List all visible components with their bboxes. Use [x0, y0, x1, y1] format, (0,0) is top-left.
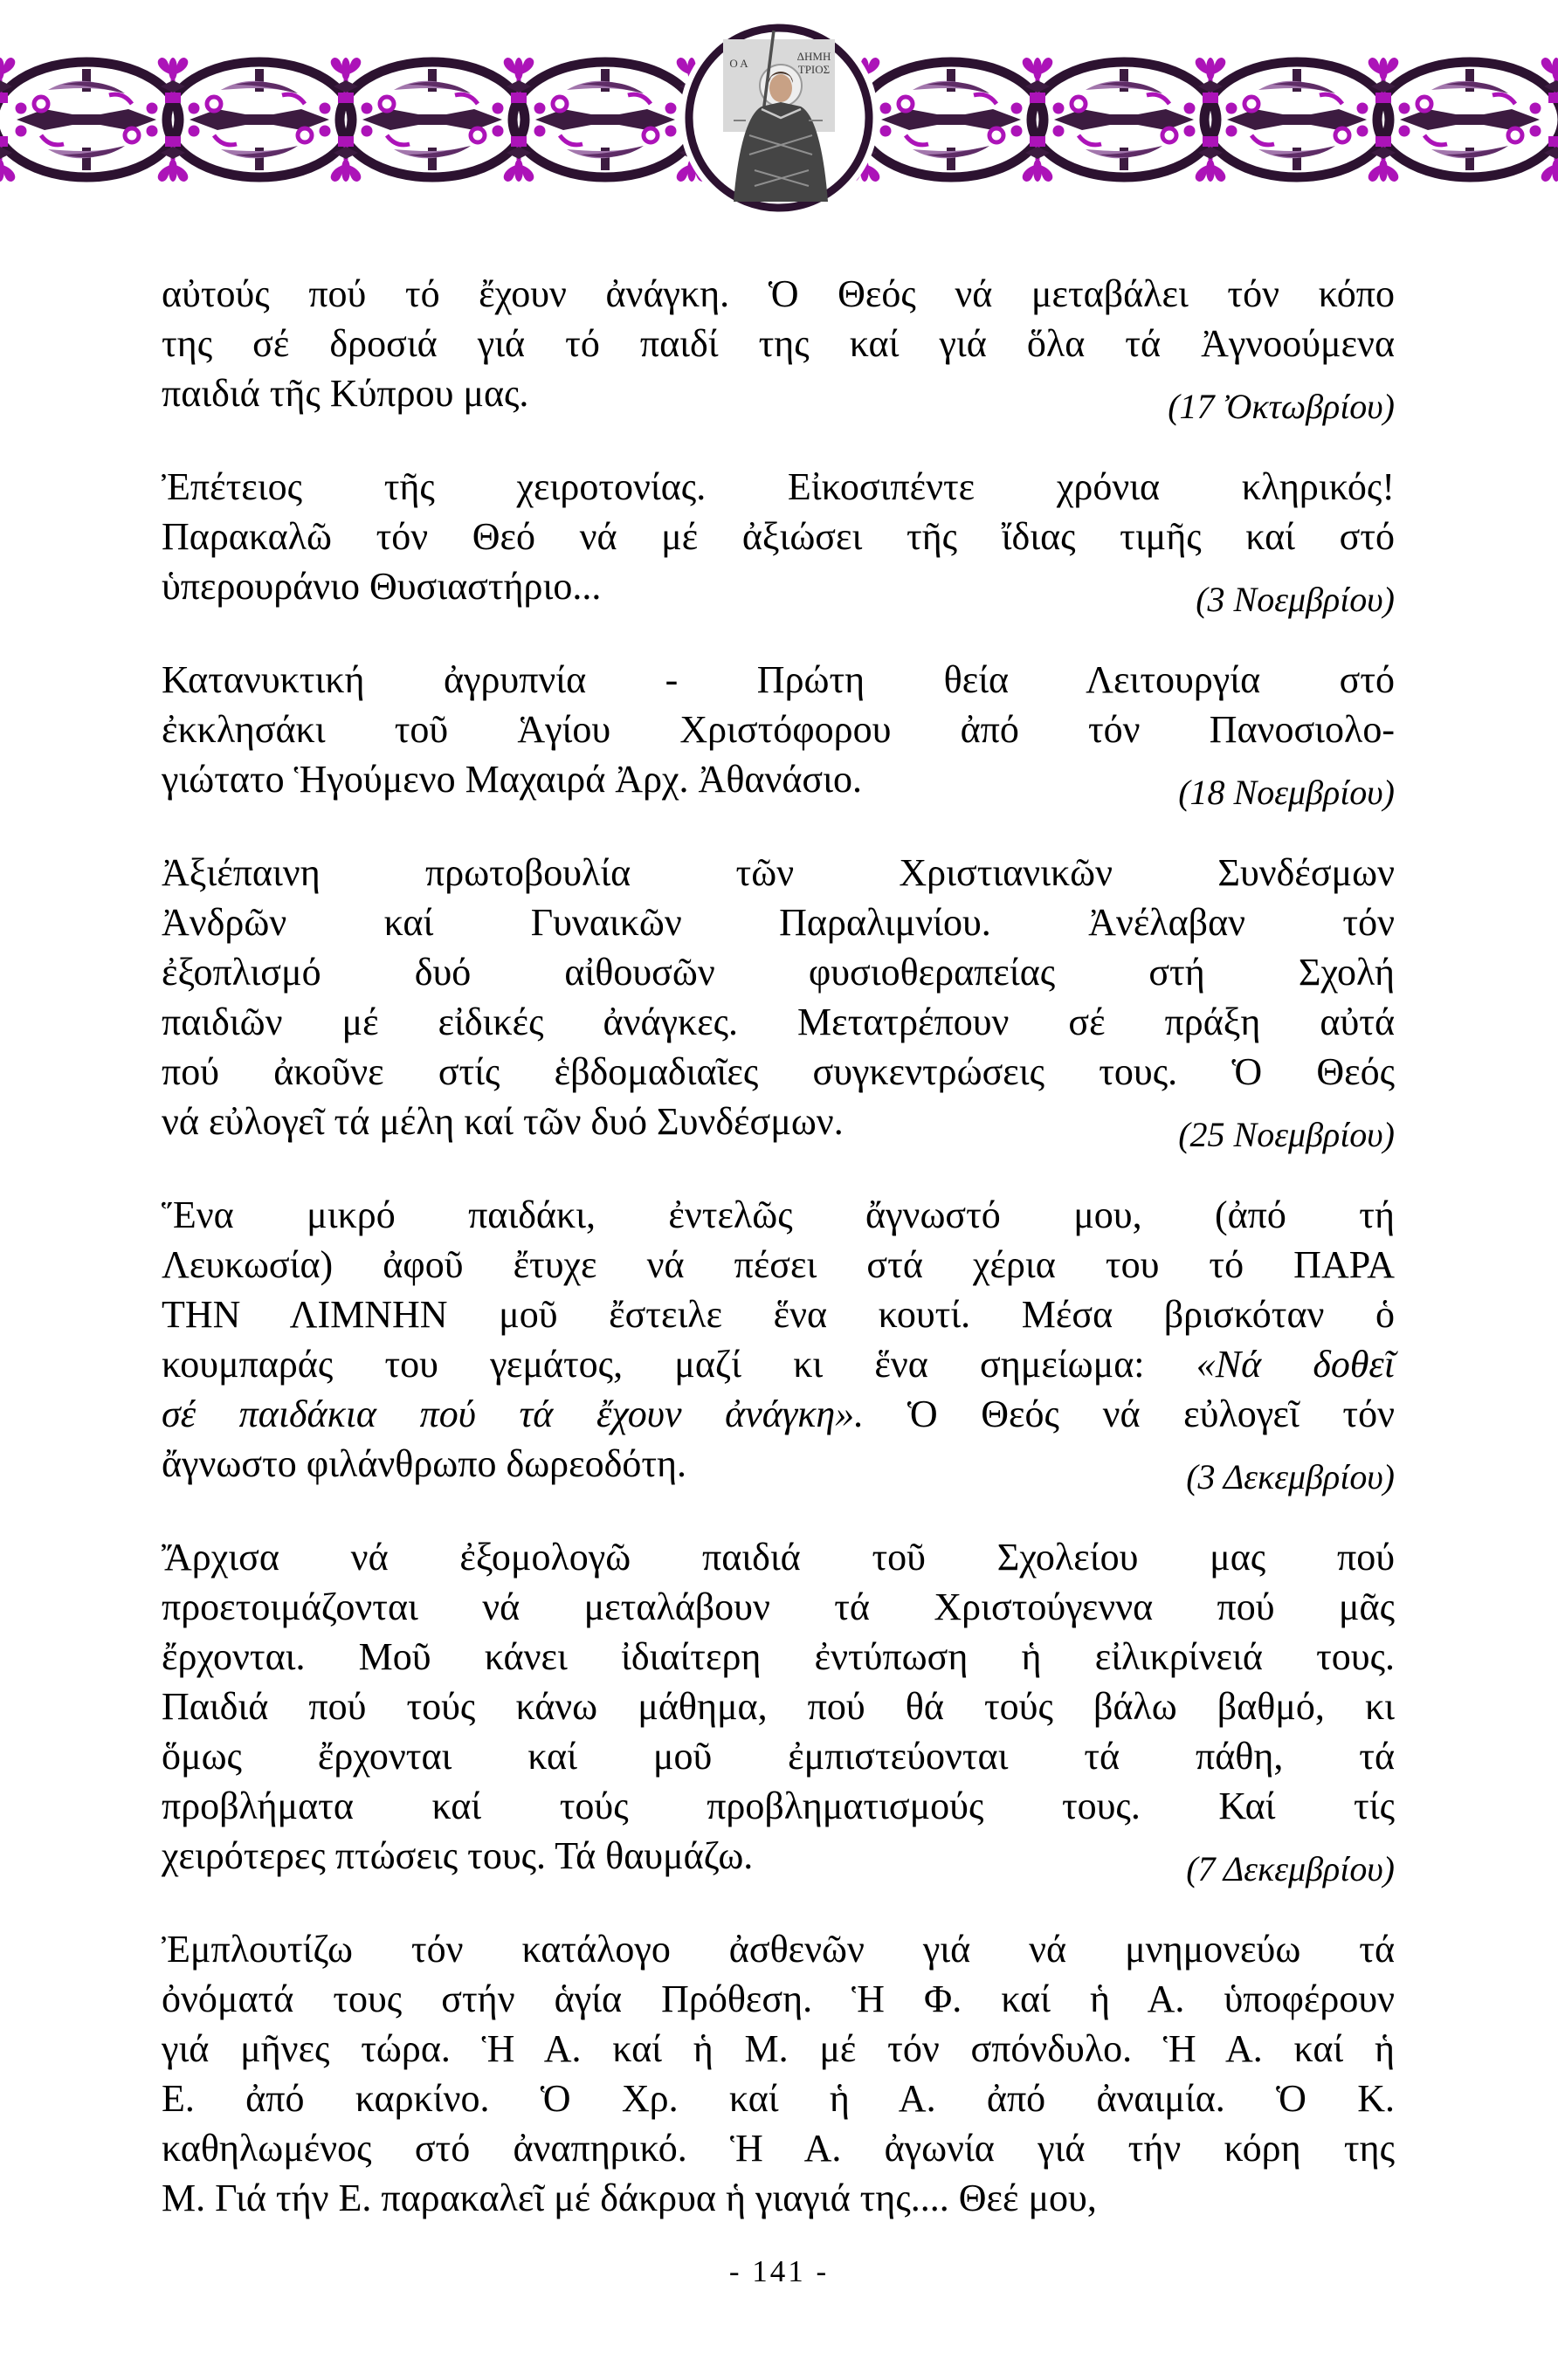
text-segment: ὀνόματά τους στήν ἁγία Πρόθεση. Ἡ Φ. καί ἡ Α. ὑποφέρουν [162, 1978, 1395, 2020]
text-line [162, 2173, 1395, 2223]
text-segment: ἔρχονται. Μοῦ κάνει ἰδιαίτερη ἐντύπωση ἡ εἰλικρίνειά τους. [162, 1635, 1395, 1678]
entry-date: (18 Νοεμβρίου) [1178, 773, 1395, 812]
paragraph [162, 269, 1395, 426]
text-line [162, 1047, 1395, 1097]
text-line [162, 1974, 1395, 2024]
text-line [162, 1532, 1395, 1582]
icon-inscription-left: Ο Α [729, 57, 748, 70]
text-line [162, 1240, 1395, 1290]
paragraph [162, 1190, 1395, 1496]
text-segment: χειρότερες πτώσεις τους. Τά θαυμάζω. [162, 1834, 754, 1877]
text-segment: γιά μῆνες τώρα. Ἡ Α. καί ἡ Μ. μέ τόν σπόνδυλο. Ἡ Α. καί ἡ [162, 2027, 1395, 2070]
paragraph [162, 1924, 1395, 2223]
text-line [162, 1682, 1395, 1731]
text-segment: Ἄρχισα νά ἐξομολογῶ παιδιά τοῦ Σχολείου μας πού [162, 1536, 1395, 1579]
paragraph [162, 848, 1395, 1154]
text-line [162, 319, 1395, 368]
text-segment: κουμπαράς του γεμάτος, μαζί κι ἕνα σημείωμα: [162, 1343, 1196, 1386]
text-block [162, 269, 1395, 2267]
paragraph [162, 462, 1395, 619]
entry-date: (17 Ὀκτωβρίου) [1168, 387, 1395, 426]
text-segment: Ἐμπλουτίζω τόν κατάλογο ἀσθενῶν γιά νά μνημονεύω τά [162, 1928, 1395, 1971]
italic-quote-segment: σέ παιδάκια πού τά ἔχουν ἀνάγκη». [162, 1393, 865, 1435]
text-line [162, 2024, 1395, 2074]
italic-quote-segment: «Νά δοθεῖ [1196, 1343, 1395, 1386]
paragraph [162, 1532, 1395, 1888]
text-segment: ἐξοπλισμό δυό αἰθουσῶν φυσιοθεραπείας στή Σχολή [162, 951, 1395, 994]
text-segment: προβλήματα καί τούς προβληματισμούς τους. Καί τίς [162, 1785, 1395, 1827]
text-segment: Παρακαλῶ τόν Θεό νά μέ ἀξιώσει τῆς ἴδιας τιμῆς καί στό [162, 515, 1395, 558]
text-segment: Ἀξιέπαινη πρωτοβουλία τῶν Χριστιανικῶν Συνδέσμων [162, 851, 1395, 894]
text-segment: της σέ δροσιά γιά τό παιδί της καί γιά ὅλα τά Ἀγνοούμενα [162, 322, 1395, 365]
saint-demetrios-icon [679, 17, 879, 218]
text-line [162, 1632, 1395, 1682]
text-line [162, 269, 1395, 319]
text-line [162, 1439, 1395, 1496]
text-segment: ΤΗΝ ΛΙΜΝΗΝ μοῦ ἔστειλε ἕνα κουτί. Μέσα βρισκόταν ὁ [162, 1293, 1395, 1336]
text-segment: παιδιῶν μέ εἰδικές ἀνάγκες. Μετατρέπουν σέ πράξη αὐτά [162, 1001, 1395, 1043]
entry-date: (3 Δεκεμβρίου) [1186, 1457, 1395, 1496]
icon-inscription-right-2: ΤΡΙΟΣ [797, 63, 831, 76]
text-segment: Ἐπέτειος τῆς χειροτονίας. Εἰκοσιπέντε χρόνια κληρικός! [162, 465, 1395, 508]
text-line [162, 1190, 1395, 1240]
text-line [162, 1582, 1395, 1632]
text-line [162, 512, 1395, 561]
text-line [162, 1097, 1395, 1154]
text-segment: ἄγνωστο φιλάνθρωπο δωρεοδότη. [162, 1442, 687, 1485]
text-line [162, 1831, 1395, 1888]
entry-date: (3 Νοεμβρίου) [1196, 580, 1395, 619]
text-segment: Ὁ Θεός νά εὐλογεῖ τόν [864, 1393, 1395, 1435]
text-line [162, 2123, 1395, 2173]
text-line [162, 1924, 1395, 1974]
icon-inscription-right-1: ΔΗΜΗ [796, 50, 831, 63]
text-segment: ὅμως ἔρχονται καί μοῦ ἐμπιστεύονται τά πάθη, τά [162, 1735, 1395, 1778]
text-segment: Ἀνδρῶν καί Γυναικῶν Παραλιμνίου. Ἀνέλαβαν τόν [162, 901, 1395, 944]
text-line [162, 898, 1395, 947]
text-line [162, 848, 1395, 898]
text-segment: Ε. ἀπό καρκίνο. Ὁ Χρ. καί ἡ Α. ἀπό ἀναιμία. Ὁ Κ. [162, 2077, 1395, 2120]
text-line [162, 1339, 1395, 1389]
text-line [162, 1389, 1395, 1439]
paragraph [162, 655, 1395, 812]
text-segment: Παιδιά πού τούς κάνω μάθημα, πού θά τούς βάλω βαθμό, κι [162, 1685, 1395, 1728]
text-segment: αὐτούς πού τό ἔχουν ἀνάγκη. Ὁ Θεός νά μεταβάλει τόν κόπο [162, 272, 1395, 315]
text-line [162, 1731, 1395, 1781]
text-line [162, 368, 1395, 426]
text-segment: πού ἀκοῦνε στίς ἑβδομαδιαῖες συγκεντρώσεις τους. Ὁ Θεός [162, 1050, 1395, 1093]
entry-date: (7 Δεκεμβρίου) [1186, 1849, 1395, 1888]
text-segment: παιδιά τῆς Κύπρου μας. [162, 372, 529, 415]
text-segment: καθηλωμένος στό ἀναπηρικό. Ἡ Α. ἀγωνία γιά τήν κόρη της [162, 2127, 1395, 2170]
page-number: - 141 - [728, 2254, 830, 2288]
text-line [162, 947, 1395, 997]
text-segment: Ἕνα μικρό παιδάκι, ἐντελῶς ἄγνωστό μου, (ἀπό τή [162, 1193, 1395, 1236]
text-line [162, 1290, 1395, 1339]
text-line [162, 705, 1395, 754]
text-line [162, 2074, 1395, 2123]
text-line [162, 1781, 1395, 1831]
text-segment: νά εὐλογεῖ τά μέλη καί τῶν δυό Συνδέσμων. [162, 1100, 844, 1143]
text-line [162, 561, 1395, 619]
text-segment: ὑπερουράνιο Θυσιαστήριο... [162, 565, 602, 608]
text-segment: προετοιμάζονται νά μεταλάβουν τά Χριστούγεννα πού μᾶς [162, 1586, 1395, 1628]
text-line [162, 655, 1395, 705]
text-line [162, 754, 1395, 812]
text-line [162, 462, 1395, 512]
text-segment: Λευκωσία) ἀφοῦ ἔτυχε νά πέσει στά χέρια του τό ΠΑΡΑ [162, 1243, 1395, 1286]
entry-date: (25 Νοεμβρίου) [1178, 1115, 1395, 1154]
text-segment: γιώτατο Ἡγούμενο Μαχαιρά Ἀρχ. Ἀθανάσιο. [162, 758, 862, 801]
text-segment: Κατανυκτική ἀγρυπνία - Πρώτη θεία Λειτουργία στό [162, 658, 1395, 701]
header-medallion [679, 17, 879, 218]
text-line [162, 997, 1395, 1047]
text-segment: Μ. Γιά τήν Ε. παρακαλεῖ μέ δάκρυα ἡ γιαγιά της.... Θεέ μου, [162, 2177, 1097, 2219]
text-segment: ἐκκλησάκι τοῦ Ἁγίου Χριστόφορου ἀπό τόν Πανοσιολο- [162, 708, 1395, 751]
